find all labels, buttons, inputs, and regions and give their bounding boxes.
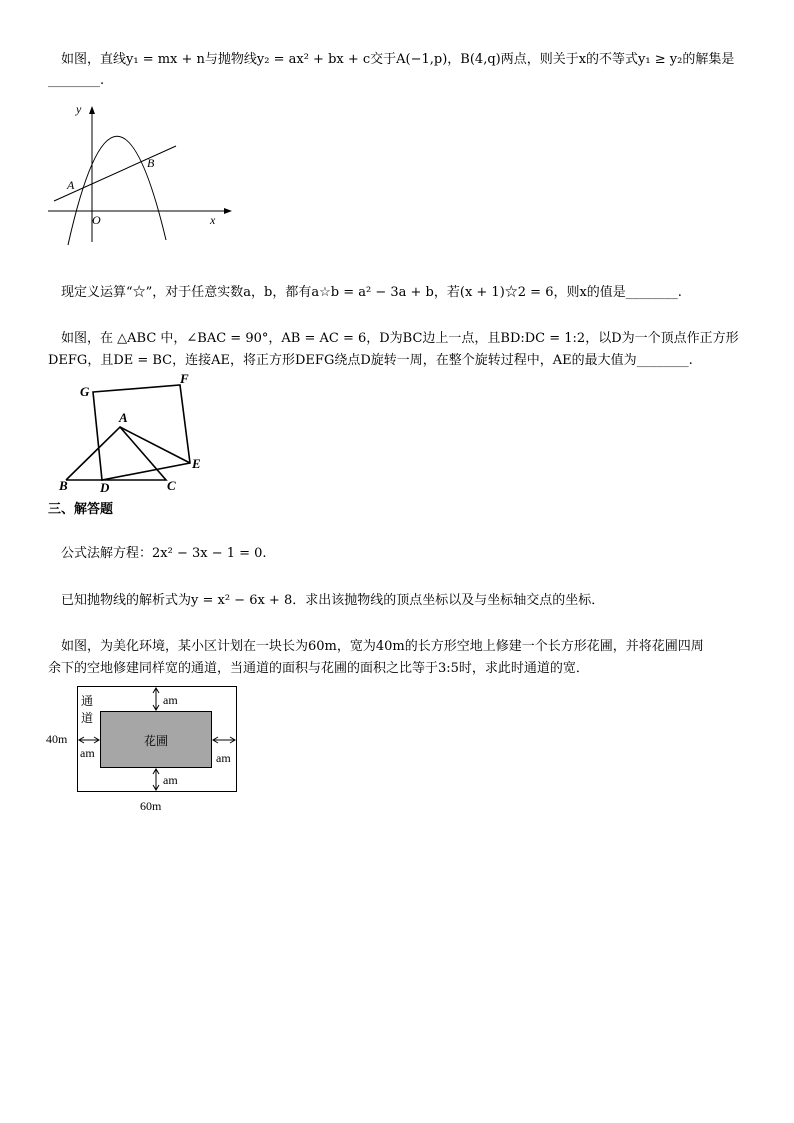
y-axis-arrow-icon bbox=[89, 106, 95, 114]
q1-parabola-figure bbox=[46, 100, 236, 250]
q3-text-line1: 如图，在 △ABC 中，∠BAC = 90°，AB = AC = 6，D为BC边上一点，且BD:DC = 1:2，以D为一个顶点作正方形 bbox=[48, 331, 739, 346]
right-path-width-label: am bbox=[216, 751, 231, 765]
point-b-label: B bbox=[147, 156, 155, 170]
x-axis-arrow-icon bbox=[224, 208, 232, 214]
segment-ae bbox=[120, 427, 190, 463]
line-y1 bbox=[54, 146, 176, 201]
path-label-dao: 道 bbox=[81, 711, 94, 725]
q6-text-line2: 余下的空地修建同样宽的通道，当通道的面积与花圃的面积之比等于3:5时，求此时通道的宽． bbox=[48, 661, 589, 676]
point-a-label: A bbox=[119, 410, 128, 425]
point-d-label: D bbox=[100, 480, 110, 495]
square-defg bbox=[93, 385, 190, 480]
path-label-tong: 通 bbox=[81, 694, 94, 708]
land-length-label: 60m bbox=[140, 799, 162, 813]
origin-label: O bbox=[92, 213, 101, 227]
point-e-label: E bbox=[192, 456, 201, 471]
section-heading: 三、解答题 bbox=[48, 502, 114, 517]
x-axis-label: x bbox=[210, 213, 216, 227]
point-g-label: G bbox=[80, 384, 90, 399]
top-path-width-label: am bbox=[163, 693, 178, 707]
y-axis-label: y bbox=[76, 102, 82, 116]
triangle-abc bbox=[66, 427, 166, 480]
parabola-curve bbox=[68, 136, 166, 245]
point-c-label: C bbox=[167, 478, 176, 493]
garden-label: 花圃 bbox=[143, 734, 169, 748]
q1-answer-blank: ________. bbox=[48, 73, 105, 88]
bottom-path-width-label: am bbox=[163, 773, 178, 787]
q5-text: 已知抛物线的解析式为y = x² − 6x + 8．求出该抛物线的顶点坐标以及与坐标轴交点的坐标． bbox=[48, 593, 605, 608]
land-width-label: 40m bbox=[46, 732, 68, 746]
q1-text: 如图，直线y₁ = mx + n与抛物线y₂ = ax² + bx + c交于A(−1,p)，B(4,q)两点，则关于x的不等式y₁ ≥ y₂的解集是 bbox=[48, 52, 735, 67]
q4-text: 公式法解方程：2x² − 3x − 1 = 0. bbox=[48, 546, 267, 561]
point-f-label: F bbox=[180, 371, 189, 386]
point-a-label: A bbox=[67, 178, 75, 192]
q3-text-line2: DEFG，且DE = BC，连接AE，将正方形DEFG绕点D旋转一周，在整个旋转过程中，AE的最大值为________. bbox=[48, 353, 693, 368]
q6-text-line1: 如图，为美化环境，某小区计划在一块长为60m，宽为40m的长方形空地上修建一个长方形花圃，并将花圃四周 bbox=[48, 639, 704, 654]
q6-garden-figure bbox=[44, 684, 244, 818]
point-b-label: B bbox=[59, 478, 68, 493]
left-path-width-label: am bbox=[80, 746, 95, 760]
q2-text: 现定义运算“☆”，对于任意实数a，b，都有a☆b = a² − 3a + b，若(x + 1)☆2 = 6，则x的值是________. bbox=[48, 285, 682, 300]
q3-square-figure bbox=[56, 368, 216, 496]
